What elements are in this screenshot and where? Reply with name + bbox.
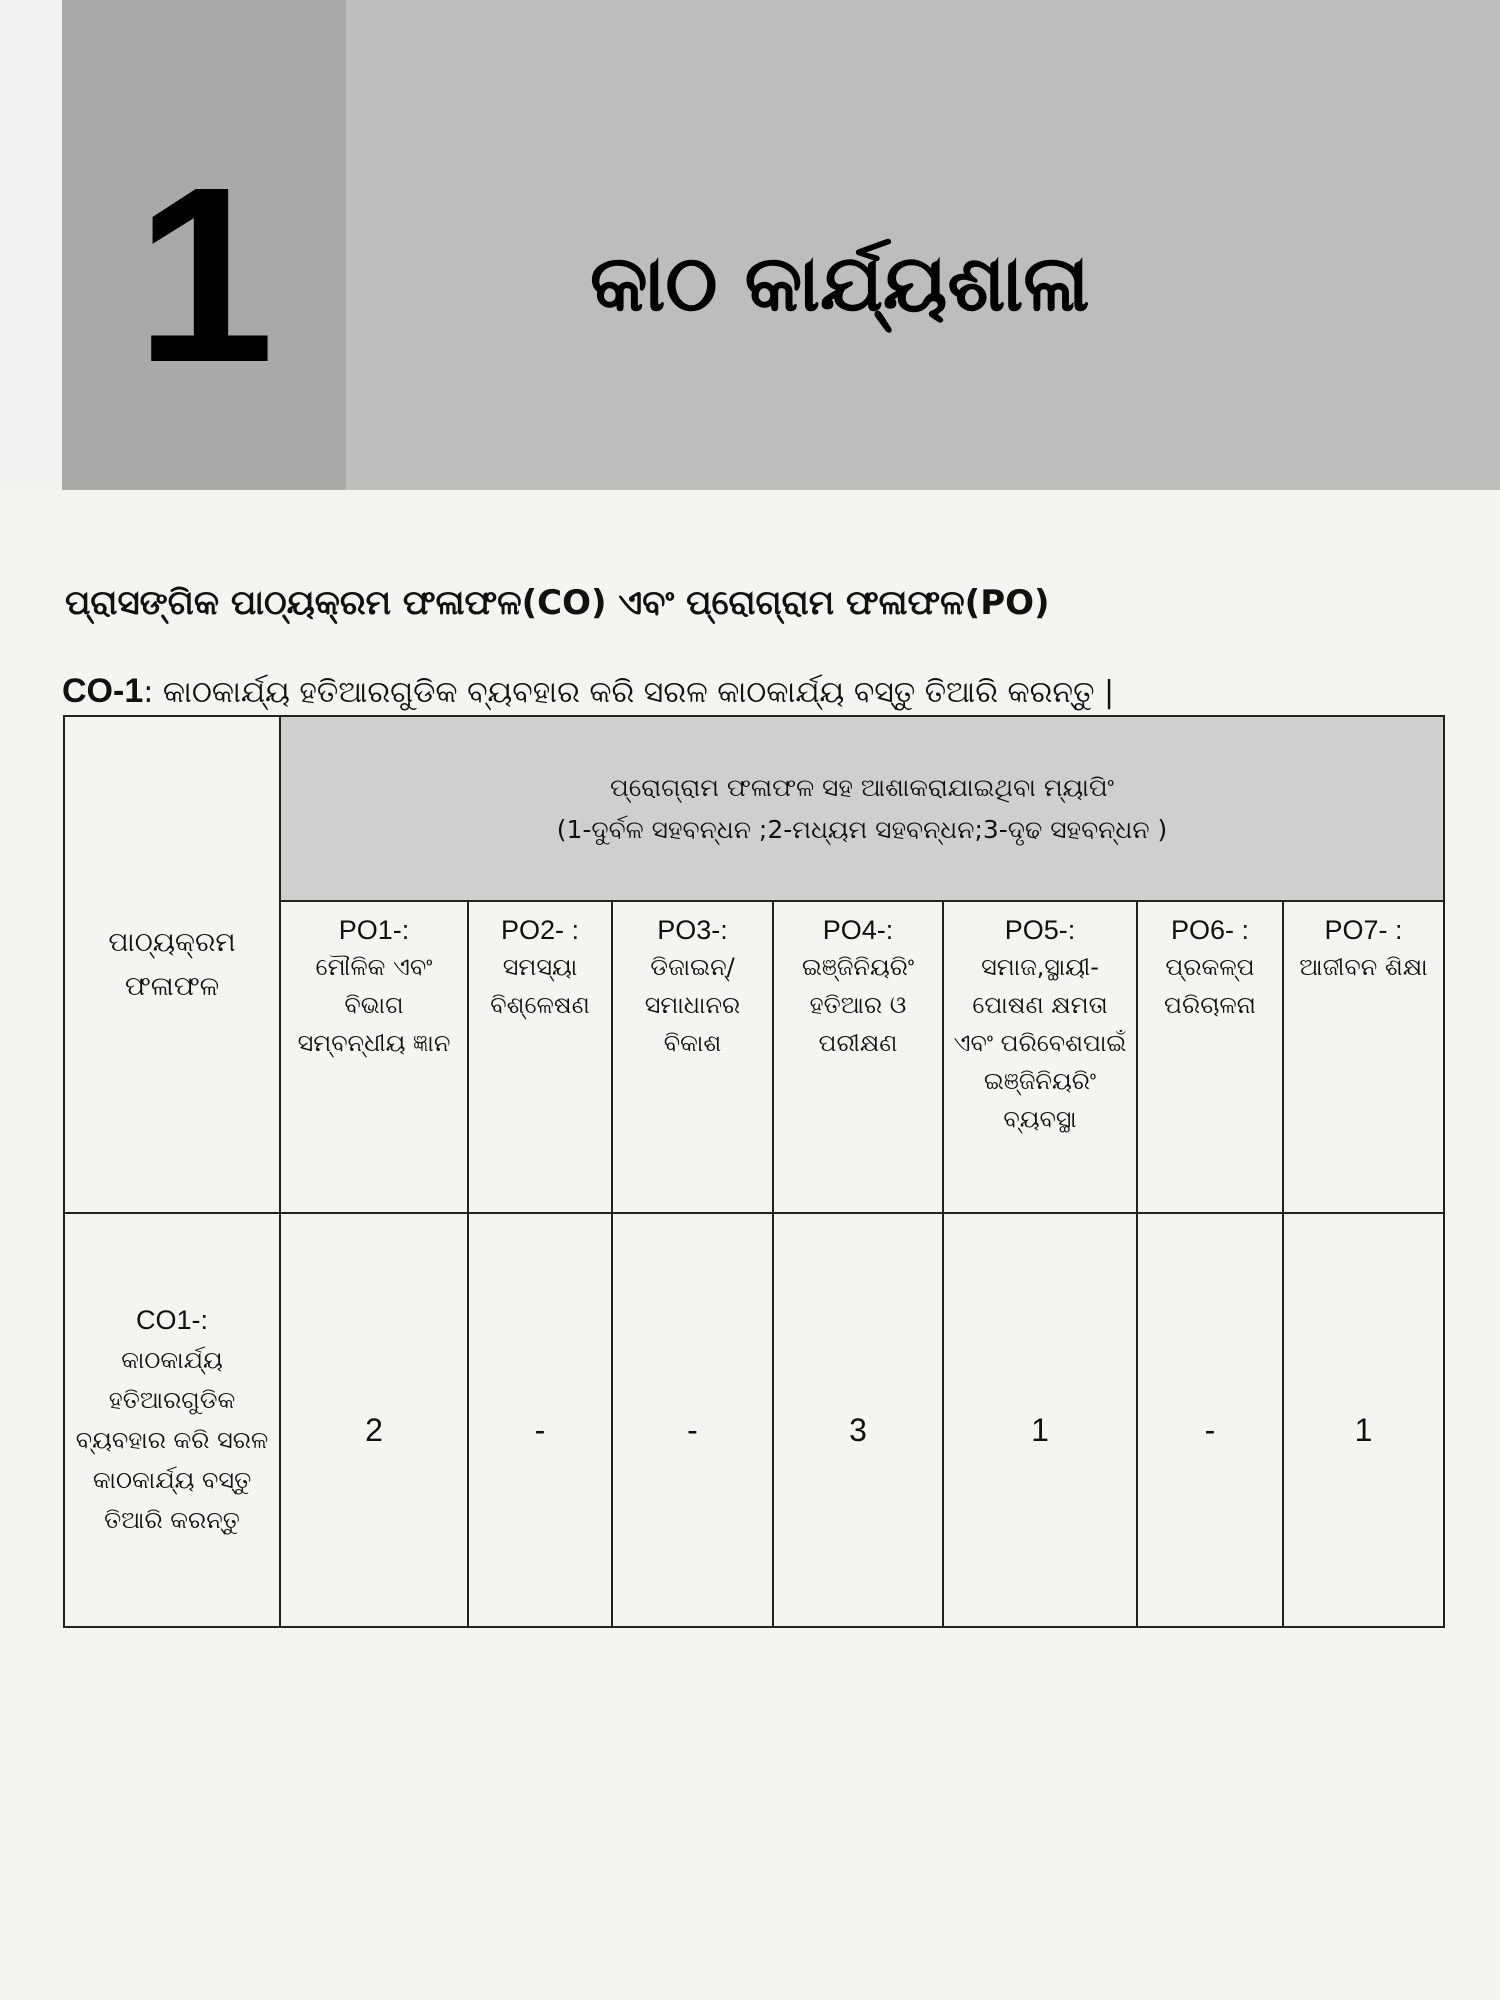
po-header xyxy=(1137,901,1283,1213)
po-description: ଡିଜାଇନ୍/ ସମାଧାନର ବିକାଶ xyxy=(644,953,741,1057)
po-header xyxy=(1283,901,1444,1213)
course-outcome-statement xyxy=(62,672,1114,711)
po-description: ଇଞ୍ଜିନିୟରିଂ ହତିଆର ଓ ପରୀକ୍ଷଣ xyxy=(801,953,915,1057)
mapping-value-cell: - xyxy=(1137,1213,1283,1627)
po-description: ସମସ୍ୟା ବିଶ୍ଳେଷଣ xyxy=(490,953,590,1019)
course-outcome-cell xyxy=(64,1213,280,1627)
po-code: PO2- : xyxy=(500,915,580,945)
po-header xyxy=(612,901,773,1213)
po-description: ପ୍ରକଳ୍ପ ପରିଚାଳନା xyxy=(1164,953,1256,1019)
chapter-banner xyxy=(0,0,1500,490)
course-outcome-code: CO-1 xyxy=(62,672,144,710)
mapping-title: ପ୍ରୋଗ୍ରାମ ଫଳାଫଳ ସହ ଆଶାକରାଯାଇଥିବା ମ୍ୟାପିଂ xyxy=(610,772,1114,802)
po-header xyxy=(773,901,943,1213)
po-description: ଆଜୀବନ ଶିକ୍ଷା xyxy=(1299,953,1428,981)
table-row xyxy=(64,1213,1444,1627)
section-heading: ପ୍ରାସଙ୍ଗିକ ପାଠ୍ୟକ୍ରମ ଫଳାଫଳ(CO) ଏବଂ ପ୍ରୋଗ୍ରାମ ଫଳାଫଳ(PO) xyxy=(65,583,1050,623)
po-description: ମୌଳିକ ଏବଂ ବିଭାଗ ସମ୍ବନ୍ଧୀୟ ଜ୍ଞାନ xyxy=(297,953,451,1057)
mapping-value-cell: 1 xyxy=(943,1213,1137,1627)
po-code: PO4-: xyxy=(822,915,894,945)
po-code: PO7- : xyxy=(1324,915,1403,945)
mapping-header xyxy=(280,716,1444,901)
po-header xyxy=(468,901,612,1213)
chapter-number: 1 xyxy=(135,135,275,414)
po-header xyxy=(943,901,1137,1213)
po-code: PO3-: xyxy=(657,915,728,945)
mapping-value-cell: 2 xyxy=(280,1213,468,1627)
co-po-mapping-table xyxy=(63,715,1445,1628)
chapter-title: କାଠ କାର୍ଯ୍ୟଶାଳା xyxy=(590,239,1090,329)
mapping-value-cell: - xyxy=(612,1213,773,1627)
banner-margin xyxy=(0,0,62,490)
course-outcome-text: : କାଠକାର୍ଯ୍ୟ ହତିଆରଗୁଡିକ ବ୍ୟବହାର କରି ସରଳ କାଠକାର୍ଯ୍ୟ ବସ୍ତୁ ତିଆରି କରନ୍ତୁ | xyxy=(143,675,1115,710)
course-outcome-description: କାଠକାର୍ଯ୍ୟ ହତିଆରଗୁଡିକ ବ୍ୟବହାର କରି ସରଳ କାଠକାର୍ଯ୍ୟ ବସ୍ତୁ ତିଆରି କରନ୍ତୁ xyxy=(75,1346,269,1534)
po-header xyxy=(280,901,468,1213)
mapping-scale: (1-ଦୁର୍ବଳ ସହବନ୍ଧନ ;2-ମଧ୍ୟମ ସହବନ୍ଧନ;3-ଦୃଢ ସହବନ୍ଧନ ) xyxy=(556,814,1168,844)
po-description: ସମାଜ,ସ୍ଥାୟୀ-ପୋଷଣ କ୍ଷମତା ଏବଂ ପରିବେଶପାଇଁ ଇଞ୍ଜିନିୟରିଂ ବ୍ୟବସ୍ଥା xyxy=(953,953,1127,1133)
mapping-value-cell: - xyxy=(468,1213,612,1627)
po-code: PO5-: xyxy=(1004,915,1076,945)
course-outcome-code: CO1-: xyxy=(135,1305,208,1335)
po-code: PO1-: xyxy=(338,915,410,945)
mapping-value-cell: 3 xyxy=(773,1213,943,1627)
course-outcome-column-header: ପାଠ୍ୟକ୍ରମ ଫଳାଫଳ xyxy=(64,716,280,1213)
mapping-value-cell: 1 xyxy=(1283,1213,1444,1627)
po-code: PO6- : xyxy=(1170,915,1250,945)
